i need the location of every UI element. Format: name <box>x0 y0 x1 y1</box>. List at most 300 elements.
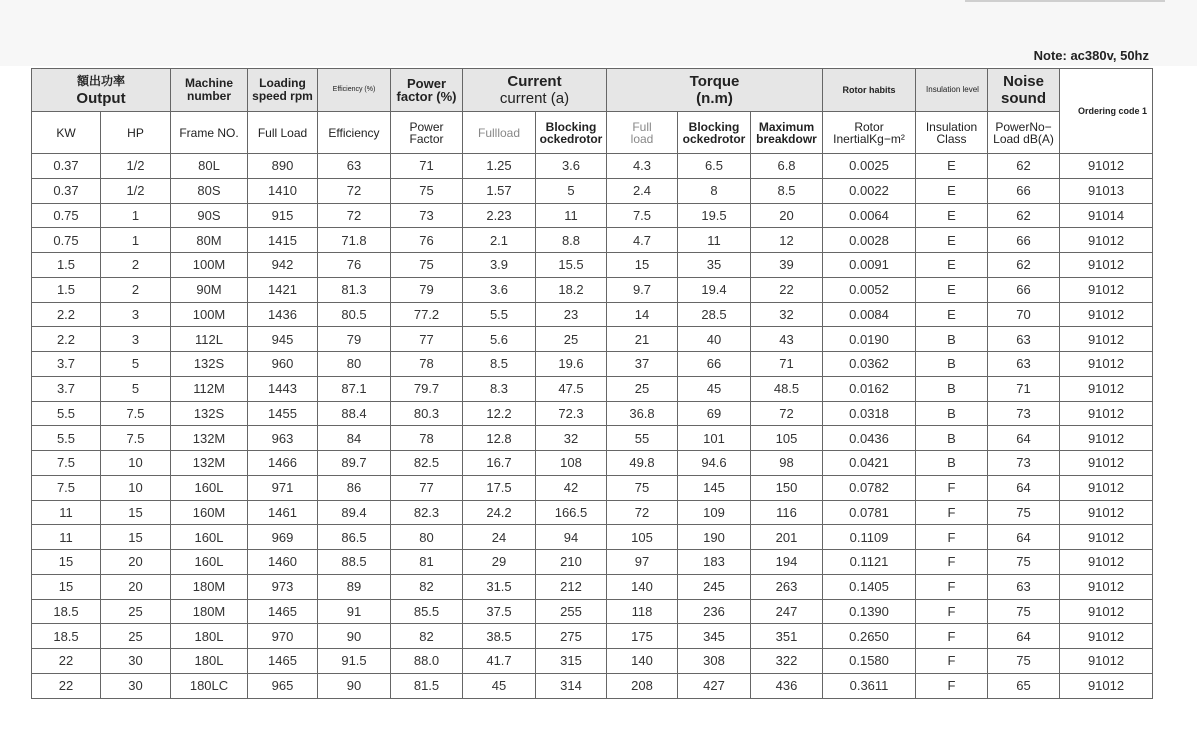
table-row <box>32 376 1153 401</box>
cell-power-factor: 82 <box>391 574 463 599</box>
cell-ordering-code: 91012 <box>1060 376 1153 401</box>
table-row <box>32 178 1153 203</box>
cell-ordering-code: 91013 <box>1060 178 1153 203</box>
cell-current-full: 16.7 <box>463 451 536 476</box>
cell-hp: 30 <box>101 649 171 674</box>
cell-ordering-code: 91012 <box>1060 327 1153 352</box>
cell-rotor-inertia: 0.3611 <box>823 673 916 698</box>
cell-current-full: 29 <box>463 550 536 575</box>
cell-speed: 1415 <box>248 228 318 253</box>
cell-torque-full: 4.7 <box>607 228 678 253</box>
cell-torque-max: 194 <box>751 550 823 575</box>
cell-efficiency: 84 <box>318 426 391 451</box>
insulation-class-header <box>916 112 988 154</box>
cell-speed: 960 <box>248 352 318 377</box>
cell-current-blocking: 212 <box>536 574 607 599</box>
full-load-torque-b: load <box>630 131 654 146</box>
cell-power-factor: 77 <box>391 327 463 352</box>
cell-frame: 100M <box>171 253 248 278</box>
cell-noise-db: 64 <box>988 475 1060 500</box>
cell-hp: 3 <box>101 327 171 352</box>
cell-current-full: 8.3 <box>463 376 536 401</box>
cell-efficiency: 87.1 <box>318 376 391 401</box>
cell-frame: 180M <box>171 574 248 599</box>
cell-torque-blocking: 8 <box>678 178 751 203</box>
cell-torque-blocking: 94.6 <box>678 451 751 476</box>
blocking-torque-b: ockedrotor <box>682 131 746 146</box>
table-row <box>32 203 1153 228</box>
cell-current-blocking: 19.6 <box>536 352 607 377</box>
cell-kw: 1.5 <box>32 253 101 278</box>
cell-rotor-inertia: 0.0162 <box>823 376 916 401</box>
cell-torque-max: 8.5 <box>751 178 823 203</box>
cell-efficiency: 88.4 <box>318 401 391 426</box>
cell-efficiency: 89.4 <box>318 500 391 525</box>
cell-frame: 80M <box>171 228 248 253</box>
cell-efficiency: 86 <box>318 475 391 500</box>
cell-torque-full: 140 <box>607 649 678 674</box>
cell-efficiency: 72 <box>318 178 391 203</box>
cell-current-blocking: 25 <box>536 327 607 352</box>
cell-current-blocking: 23 <box>536 302 607 327</box>
cell-efficiency: 76 <box>318 253 391 278</box>
cell-power-factor: 78 <box>391 426 463 451</box>
blocking-torque-header <box>678 112 751 154</box>
table-row <box>32 327 1153 352</box>
cell-speed: 1455 <box>248 401 318 426</box>
cell-torque-max: 39 <box>751 253 823 278</box>
cell-current-full: 8.5 <box>463 352 536 377</box>
cell-current-blocking: 315 <box>536 649 607 674</box>
cell-torque-full: 14 <box>607 302 678 327</box>
cell-power-factor: 82.5 <box>391 451 463 476</box>
cell-kw: 5.5 <box>32 401 101 426</box>
cell-insulation-class: B <box>916 327 988 352</box>
torque-label-2: (n.m) <box>696 90 733 107</box>
cell-rotor-inertia: 0.0436 <box>823 426 916 451</box>
cell-torque-blocking: 427 <box>678 673 751 698</box>
cell-torque-full: 208 <box>607 673 678 698</box>
cell-torque-blocking: 69 <box>678 401 751 426</box>
cell-current-blocking: 166.5 <box>536 500 607 525</box>
cell-torque-blocking: 236 <box>678 599 751 624</box>
cell-noise-db: 70 <box>988 302 1060 327</box>
cell-ordering-code: 91012 <box>1060 624 1153 649</box>
cell-hp: 7.5 <box>101 426 171 451</box>
cell-efficiency: 81.3 <box>318 277 391 302</box>
cell-ordering-code: 91012 <box>1060 574 1153 599</box>
cell-frame: 180M <box>171 599 248 624</box>
insulation-class-a: Insulation <box>925 119 978 134</box>
cell-insulation-class: B <box>916 451 988 476</box>
cell-power-factor: 75 <box>391 178 463 203</box>
top-divider <box>965 0 1165 2</box>
cell-torque-full: 49.8 <box>607 451 678 476</box>
efficiency-sub-header: Efficiency <box>318 112 391 154</box>
cell-current-blocking: 42 <box>536 475 607 500</box>
cell-ordering-code: 91012 <box>1060 500 1153 525</box>
cell-current-full: 5.5 <box>463 302 536 327</box>
hp-header: HP <box>101 112 171 154</box>
table-row <box>32 475 1153 500</box>
table-row <box>32 228 1153 253</box>
cell-frame: 180LC <box>171 673 248 698</box>
cell-torque-full: 118 <box>607 599 678 624</box>
cell-current-full: 3.6 <box>463 277 536 302</box>
table-row <box>32 154 1153 179</box>
cell-frame: 132M <box>171 451 248 476</box>
cell-hp: 1/2 <box>101 154 171 179</box>
cell-current-full: 37.5 <box>463 599 536 624</box>
cell-rotor-inertia: 0.0022 <box>823 178 916 203</box>
cell-torque-max: 43 <box>751 327 823 352</box>
cell-rotor-inertia: 0.1109 <box>823 525 916 550</box>
cell-current-blocking: 72.3 <box>536 401 607 426</box>
cell-torque-full: 4.3 <box>607 154 678 179</box>
cell-speed: 1465 <box>248 599 318 624</box>
cell-torque-blocking: 45 <box>678 376 751 401</box>
cell-torque-full: 72 <box>607 500 678 525</box>
cell-kw: 22 <box>32 649 101 674</box>
cell-torque-blocking: 19.5 <box>678 203 751 228</box>
noise-db-header <box>988 112 1060 154</box>
fullload-current-header: Fullload <box>463 112 536 154</box>
cell-current-full: 24 <box>463 525 536 550</box>
cell-current-blocking: 11 <box>536 203 607 228</box>
ordering-code-header: Ordering code 1 <box>1060 69 1153 154</box>
full-load-speed-header: Full Load <box>248 112 318 154</box>
table-row <box>32 673 1153 698</box>
cell-speed: 963 <box>248 426 318 451</box>
cell-insulation-class: B <box>916 426 988 451</box>
top-banner <box>0 0 1197 66</box>
cell-power-factor: 73 <box>391 203 463 228</box>
full-load-torque-a: Full <box>632 119 652 134</box>
cell-torque-full: 75 <box>607 475 678 500</box>
cell-kw: 7.5 <box>32 475 101 500</box>
cell-torque-full: 36.8 <box>607 401 678 426</box>
cell-torque-full: 9.7 <box>607 277 678 302</box>
cell-power-factor: 71 <box>391 154 463 179</box>
cell-ordering-code: 91012 <box>1060 649 1153 674</box>
rotor-inertia-header <box>823 112 916 154</box>
header-row-main <box>32 69 1153 112</box>
cell-kw: 15 <box>32 550 101 575</box>
cell-insulation-class: F <box>916 475 988 500</box>
cell-speed: 969 <box>248 525 318 550</box>
cell-kw: 22 <box>32 673 101 698</box>
table-row <box>32 426 1153 451</box>
cell-torque-blocking: 183 <box>678 550 751 575</box>
cell-ordering-code: 91012 <box>1060 154 1153 179</box>
cell-torque-max: 6.8 <box>751 154 823 179</box>
cell-current-blocking: 210 <box>536 550 607 575</box>
insulation-level-header: Insulation level <box>916 69 988 112</box>
cell-noise-db: 75 <box>988 599 1060 624</box>
cell-torque-blocking: 11 <box>678 228 751 253</box>
cell-noise-db: 66 <box>988 178 1060 203</box>
cell-torque-max: 247 <box>751 599 823 624</box>
cell-efficiency: 88.5 <box>318 550 391 575</box>
cell-hp: 1 <box>101 228 171 253</box>
cell-current-blocking: 47.5 <box>536 376 607 401</box>
cell-kw: 18.5 <box>32 624 101 649</box>
cell-insulation-class: E <box>916 154 988 179</box>
blocking-current-a: Blocking <box>545 119 597 134</box>
cell-current-blocking: 314 <box>536 673 607 698</box>
cell-ordering-code: 91012 <box>1060 352 1153 377</box>
cell-hp: 15 <box>101 500 171 525</box>
cell-speed: 970 <box>248 624 318 649</box>
cell-kw: 5.5 <box>32 426 101 451</box>
cell-efficiency: 80.5 <box>318 302 391 327</box>
loading-speed-header: Loading speed rpm <box>248 69 318 112</box>
cell-current-blocking: 3.6 <box>536 154 607 179</box>
cell-hp: 10 <box>101 475 171 500</box>
cell-noise-db: 71 <box>988 376 1060 401</box>
cell-current-full: 1.25 <box>463 154 536 179</box>
cell-noise-db: 73 <box>988 451 1060 476</box>
cell-insulation-class: F <box>916 500 988 525</box>
cell-insulation-class: F <box>916 574 988 599</box>
cell-ordering-code: 91012 <box>1060 401 1153 426</box>
cell-speed: 1466 <box>248 451 318 476</box>
cell-speed: 915 <box>248 203 318 228</box>
cell-kw: 3.7 <box>32 352 101 377</box>
cell-hp: 20 <box>101 574 171 599</box>
cell-frame: 90S <box>171 203 248 228</box>
cell-power-factor: 80 <box>391 525 463 550</box>
cell-torque-blocking: 40 <box>678 327 751 352</box>
cell-frame: 100M <box>171 302 248 327</box>
cell-kw: 2.2 <box>32 327 101 352</box>
cell-current-full: 1.57 <box>463 178 536 203</box>
cell-frame: 112M <box>171 376 248 401</box>
cell-frame: 180L <box>171 649 248 674</box>
cell-insulation-class: F <box>916 599 988 624</box>
maximum-torque-a: Maximum <box>758 119 815 134</box>
cell-torque-blocking: 19.4 <box>678 277 751 302</box>
torque-header <box>607 69 823 112</box>
cell-speed: 890 <box>248 154 318 179</box>
cell-noise-db: 66 <box>988 277 1060 302</box>
cell-torque-full: 105 <box>607 525 678 550</box>
table-row <box>32 574 1153 599</box>
cell-frame: 160L <box>171 550 248 575</box>
cell-noise-db: 63 <box>988 574 1060 599</box>
cell-frame: 132S <box>171 401 248 426</box>
cell-ordering-code: 91012 <box>1060 599 1153 624</box>
cell-power-factor: 79.7 <box>391 376 463 401</box>
cell-hp: 7.5 <box>101 401 171 426</box>
cell-frame: 160L <box>171 475 248 500</box>
cell-rotor-inertia: 0.1580 <box>823 649 916 674</box>
cell-hp: 2 <box>101 277 171 302</box>
cell-frame: 90M <box>171 277 248 302</box>
cell-current-full: 2.23 <box>463 203 536 228</box>
cell-rotor-inertia: 0.0362 <box>823 352 916 377</box>
cell-frame: 160M <box>171 500 248 525</box>
cell-noise-db: 64 <box>988 525 1060 550</box>
cell-current-full: 38.5 <box>463 624 536 649</box>
noise-header <box>988 69 1060 112</box>
cell-rotor-inertia: 0.2650 <box>823 624 916 649</box>
cell-efficiency: 63 <box>318 154 391 179</box>
current-label-2: current (a) <box>499 90 570 107</box>
cell-speed: 942 <box>248 253 318 278</box>
cell-speed: 1436 <box>248 302 318 327</box>
cell-torque-blocking: 245 <box>678 574 751 599</box>
cell-current-blocking: 108 <box>536 451 607 476</box>
cell-noise-db: 73 <box>988 401 1060 426</box>
cell-torque-max: 322 <box>751 649 823 674</box>
cell-ordering-code: 91012 <box>1060 228 1153 253</box>
cell-torque-max: 12 <box>751 228 823 253</box>
cell-insulation-class: E <box>916 277 988 302</box>
noise-label-2: sound <box>1001 90 1047 107</box>
cell-efficiency: 86.5 <box>318 525 391 550</box>
cell-current-blocking: 18.2 <box>536 277 607 302</box>
cell-torque-max: 105 <box>751 426 823 451</box>
cell-torque-blocking: 35 <box>678 253 751 278</box>
cell-rotor-inertia: 0.0084 <box>823 302 916 327</box>
cell-insulation-class: B <box>916 352 988 377</box>
cell-speed: 1465 <box>248 649 318 674</box>
cell-hp: 20 <box>101 550 171 575</box>
table-row <box>32 649 1153 674</box>
table-row <box>32 451 1153 476</box>
cell-efficiency: 89.7 <box>318 451 391 476</box>
cell-hp: 15 <box>101 525 171 550</box>
cell-power-factor: 78 <box>391 352 463 377</box>
cell-speed: 973 <box>248 574 318 599</box>
cell-rotor-inertia: 0.0028 <box>823 228 916 253</box>
cell-frame: 180L <box>171 624 248 649</box>
maximum-torque-b: breakdowr <box>756 131 817 146</box>
cell-current-blocking: 275 <box>536 624 607 649</box>
cell-rotor-inertia: 0.0421 <box>823 451 916 476</box>
cell-torque-blocking: 28.5 <box>678 302 751 327</box>
cell-noise-db: 64 <box>988 624 1060 649</box>
cell-noise-db: 64 <box>988 426 1060 451</box>
cell-efficiency: 89 <box>318 574 391 599</box>
cell-current-blocking: 5 <box>536 178 607 203</box>
cell-power-factor: 81 <box>391 550 463 575</box>
cell-current-full: 5.6 <box>463 327 536 352</box>
cell-torque-max: 116 <box>751 500 823 525</box>
efficiency-header: Efficiency (%) <box>318 69 391 112</box>
cell-hp: 5 <box>101 352 171 377</box>
cell-power-factor: 81.5 <box>391 673 463 698</box>
cell-kw: 18.5 <box>32 599 101 624</box>
full-load-torque-header <box>607 112 678 154</box>
cell-kw: 0.37 <box>32 154 101 179</box>
output-cn-label: 額出功率 <box>76 74 125 88</box>
cell-torque-full: 140 <box>607 574 678 599</box>
cell-rotor-inertia: 0.1121 <box>823 550 916 575</box>
cell-efficiency: 72 <box>318 203 391 228</box>
cell-kw: 0.37 <box>32 178 101 203</box>
cell-speed: 971 <box>248 475 318 500</box>
cell-kw: 11 <box>32 525 101 550</box>
cell-frame: 80S <box>171 178 248 203</box>
cell-ordering-code: 91012 <box>1060 253 1153 278</box>
power-factor-sub-b: Factor <box>409 131 444 146</box>
cell-efficiency: 90 <box>318 673 391 698</box>
table-row <box>32 253 1153 278</box>
cell-torque-blocking: 190 <box>678 525 751 550</box>
cell-noise-db: 62 <box>988 154 1060 179</box>
noise-db-a: PowerNo− <box>995 119 1052 134</box>
power-factor-sub-header <box>391 112 463 154</box>
cell-rotor-inertia: 0.0064 <box>823 203 916 228</box>
cell-insulation-class: F <box>916 550 988 575</box>
cell-power-factor: 77.2 <box>391 302 463 327</box>
cell-rotor-inertia: 0.1390 <box>823 599 916 624</box>
cell-efficiency: 91 <box>318 599 391 624</box>
cell-insulation-class: E <box>916 228 988 253</box>
table-row <box>32 550 1153 575</box>
cell-current-full: 12.8 <box>463 426 536 451</box>
cell-torque-max: 71 <box>751 352 823 377</box>
cell-speed: 1443 <box>248 376 318 401</box>
cell-speed: 965 <box>248 673 318 698</box>
cell-efficiency: 90 <box>318 624 391 649</box>
cell-insulation-class: B <box>916 376 988 401</box>
cell-current-blocking: 32 <box>536 426 607 451</box>
rotor-inertia-b: InertialKg−m² <box>833 131 905 146</box>
cell-insulation-class: E <box>916 203 988 228</box>
cell-current-full: 12.2 <box>463 401 536 426</box>
cell-ordering-code: 91012 <box>1060 673 1153 698</box>
cell-insulation-class: F <box>916 525 988 550</box>
cell-speed: 1461 <box>248 500 318 525</box>
spec-table-body <box>32 154 1153 699</box>
cell-power-factor: 88.0 <box>391 649 463 674</box>
motor-spec-table <box>31 68 1153 699</box>
cell-torque-max: 22 <box>751 277 823 302</box>
cell-torque-full: 37 <box>607 352 678 377</box>
cell-torque-max: 201 <box>751 525 823 550</box>
cell-insulation-class: E <box>916 302 988 327</box>
cell-hp: 30 <box>101 673 171 698</box>
table-row <box>32 277 1153 302</box>
rotor-habits-header: Rotor habits <box>823 69 916 112</box>
cell-torque-full: 2.4 <box>607 178 678 203</box>
cell-current-blocking: 8.8 <box>536 228 607 253</box>
cell-noise-db: 63 <box>988 352 1060 377</box>
cell-torque-max: 20 <box>751 203 823 228</box>
cell-hp: 5 <box>101 376 171 401</box>
cell-hp: 10 <box>101 451 171 476</box>
current-header <box>463 69 607 112</box>
power-factor-header: Power factor (%) <box>391 69 463 112</box>
cell-noise-db: 63 <box>988 327 1060 352</box>
table-row <box>32 525 1153 550</box>
cell-current-full: 31.5 <box>463 574 536 599</box>
cell-rotor-inertia: 0.0052 <box>823 277 916 302</box>
cell-current-blocking: 15.5 <box>536 253 607 278</box>
cell-insulation-class: E <box>916 178 988 203</box>
cell-speed: 1460 <box>248 550 318 575</box>
cell-torque-max: 72 <box>751 401 823 426</box>
cell-torque-full: 7.5 <box>607 203 678 228</box>
machine-number-header: Machine number <box>171 69 248 112</box>
cell-frame: 112L <box>171 327 248 352</box>
cell-hp: 25 <box>101 624 171 649</box>
frame-header: Frame NO. <box>171 112 248 154</box>
cell-rotor-inertia: 0.0091 <box>823 253 916 278</box>
